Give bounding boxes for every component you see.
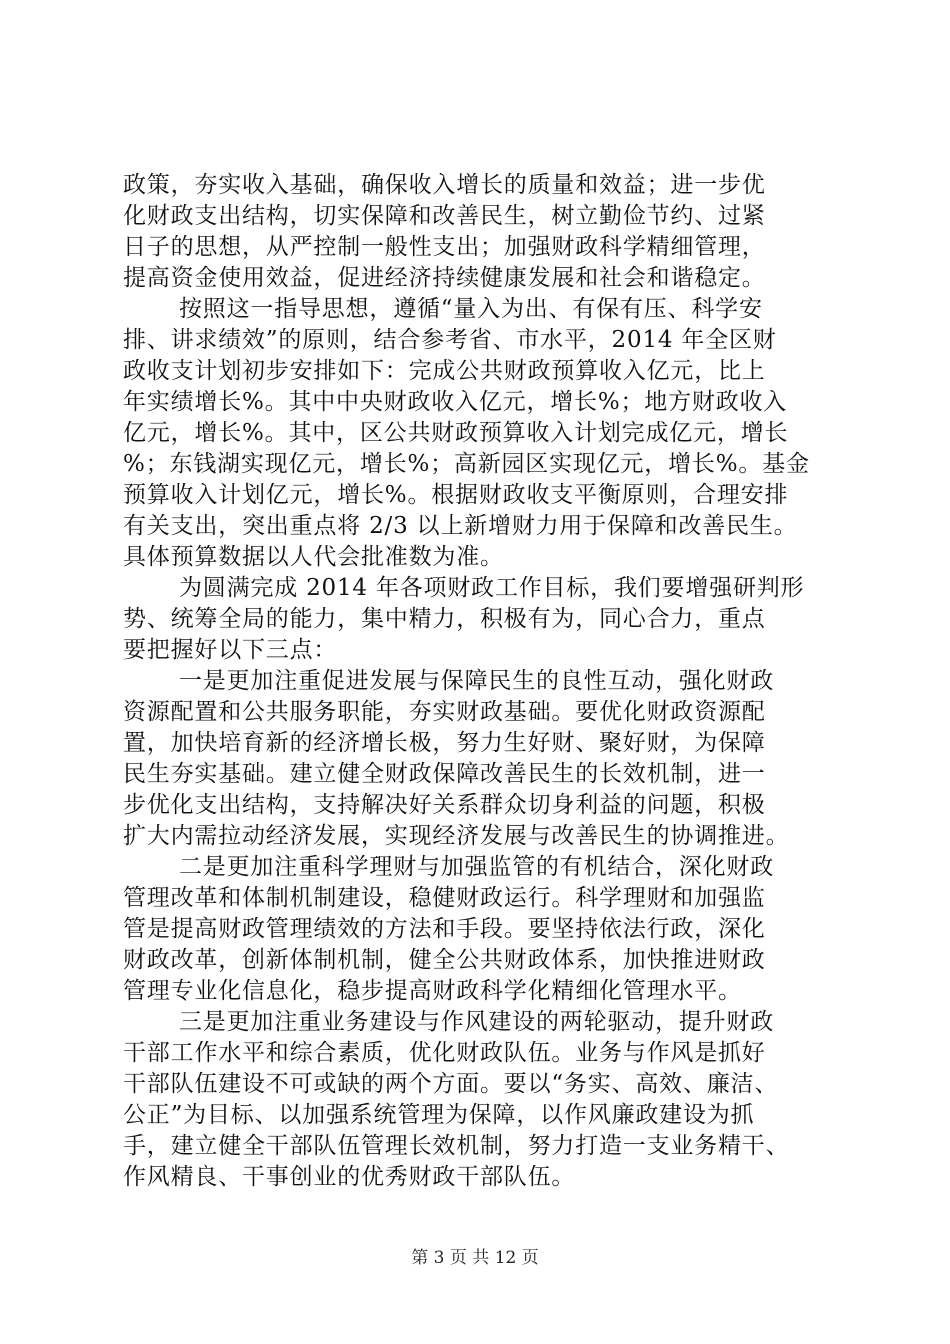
- text-line: 势、统筹全局的能力，集中精力，积极有为，同心合力，重点: [123, 606, 766, 632]
- text-line: 政策，夯实收入基础，确保收入增长的质量和效益；进一步优: [123, 172, 766, 198]
- text-line: 资源配置和公共服务职能，夯实财政基础。要优化财政资源配: [123, 699, 766, 725]
- paragraph-start-line: 为圆满完成 2014 年各项财政工作目标，我们要增强研判形: [179, 575, 805, 601]
- text-line: 扩大内需拉动经济发展，实现经济发展与改善民生的协调推进。: [123, 823, 790, 849]
- text-line: 年实绩增长%。其中中央财政收入亿元，增长%；地方财政收入: [123, 389, 788, 415]
- paragraph-start-line: 二是更加注重科学理财与加强监管的有机结合，深化财政: [179, 854, 774, 880]
- text-line: 公正”为目标、以加强系统管理为保障，以作风廉政建设为抓: [123, 1102, 755, 1128]
- text-line: 作风精良、干事创业的优秀财政干部队伍。: [123, 1164, 576, 1190]
- text-line: 手，建立健全干部队伍管理长效机制，努力打造一支业务精干、: [123, 1133, 790, 1159]
- paragraph-start-line: 三是更加注重业务建设与作风建设的两轮驱动，提升财政: [179, 1009, 774, 1035]
- text-line: %；东钱湖实现亿元，增长%；高新园区实现亿元，增长%。基金: [123, 451, 810, 477]
- text-line: 要把握好以下三点：: [123, 637, 338, 663]
- text-line: 化财政支出结构，切实保障和改善民生，树立勤俭节约、过紧: [123, 203, 766, 229]
- text-line: 提高资金使用效益，促进经济持续健康发展和社会和谐稳定。: [123, 265, 766, 291]
- text-line: 预算收入计划亿元，增长%。根据财政收支平衡原则，合理安排: [123, 482, 789, 508]
- text-line: 干部工作水平和综合素质，优化财政队伍。业务与作风是抓好: [123, 1040, 766, 1066]
- text-line: 干部队伍建设不可或缺的两个方面。要以“务实、高效、廉洁、: [123, 1071, 779, 1097]
- text-line: 管理专业化信息化，稳步提高财政科学化精细化管理水平。: [123, 978, 742, 1004]
- text-line: 具体预算数据以人代会批准数为准。: [123, 544, 504, 570]
- paragraph-start-line: 按照这一指导思想，遵循“量入为出、有保有压、科学安: [179, 296, 763, 322]
- text-line: 有关支出，突出重点将 2/3 以上新增财力用于保障和改善民生。: [123, 513, 798, 539]
- text-line: 日子的思想，从严控制一般性支出；加强财政科学精细管理，: [123, 234, 766, 260]
- text-line: 排、讲求绩效”的原则，结合参考省、市水平，2014 年全区财: [123, 327, 777, 353]
- text-line: 亿元，增长%。其中，区公共财政预算收入计划完成亿元，增长: [123, 420, 789, 446]
- paragraph-start-line: 一是更加注重促进发展与保障民生的良性互动，强化财政: [179, 668, 774, 694]
- body-text: [123, 170, 835, 1193]
- text-line: 财政改革，创新体制机制，健全公共财政体系，加快推进财政: [123, 947, 766, 973]
- text-line: 民生夯实基础。建立健全财政保障改善民生的长效机制，进一: [123, 761, 766, 787]
- text-line: 置，加快培育新的经济增长极，努力生好财、聚好财，为保障: [123, 730, 766, 756]
- text-line: 管理改革和体制机制建设，稳健财政运行。科学理财和加强监: [123, 885, 766, 911]
- text-line: 步优化支出结构，支持解决好关系群众切身利益的问题，积极: [123, 792, 766, 818]
- page-footer: 第 3 页 共 12 页: [411, 1248, 539, 1268]
- text-line: 政收支计划初步安排如下：完成公共财政预算收入亿元，比上: [123, 358, 766, 384]
- text-line: 管是提高财政管理绩效的方法和手段。要坚持依法行政，深化: [123, 916, 766, 942]
